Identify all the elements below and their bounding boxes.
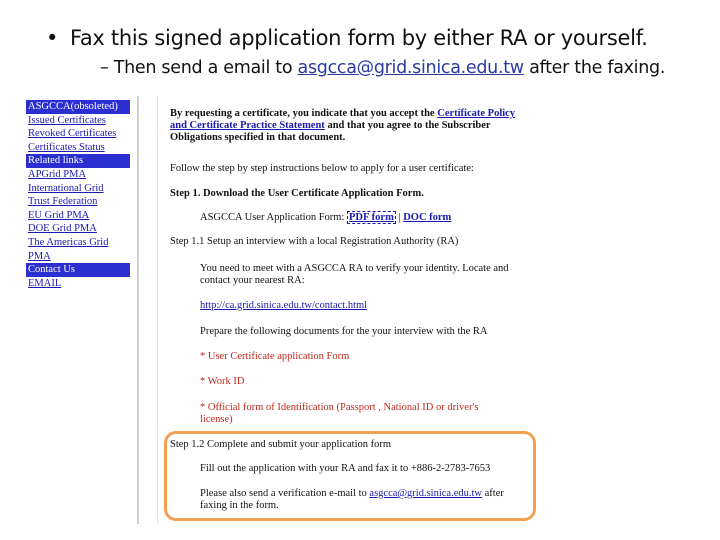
embedded-webpage-screenshot	[26, 96, 606, 526]
sidebar-item-contact-us: Contact Us	[26, 263, 130, 277]
intro-text: and that you agree to the Subscriber	[324, 120, 491, 131]
sidebar-item-related-links: Related links	[26, 154, 130, 168]
sidebar-item-doe-grid-pma[interactable]: DOE Grid PMA	[28, 223, 97, 235]
meet-text: contact your nearest RA:	[200, 275, 305, 286]
highlight-box	[164, 431, 536, 521]
follow-text: Follow the step by step instructions below to apply for a user certificate:	[170, 163, 474, 174]
doc-item-identification	[200, 402, 600, 426]
step-1-heading: Step 1. Download the User Certificate Application Form.	[170, 188, 424, 199]
divider	[157, 96, 158, 524]
sidebar-item-americas-grid[interactable]: The Americas Grid	[28, 236, 109, 248]
meet-paragraph	[200, 263, 600, 287]
sidebar-item-international-grid[interactable]: International Grid	[28, 182, 104, 194]
slide-bullet-2	[100, 58, 665, 78]
cps-link[interactable]: and Certificate Practice Statement	[170, 120, 325, 131]
doc-item-work-id: * Work ID	[200, 376, 245, 387]
meet-text: You need to meet with a ASGCCA RA to verify your identity. Locate and	[200, 263, 509, 274]
intro-paragraph	[170, 108, 600, 144]
bullet-1-text: Fax this signed application form by either RA or yourself.	[70, 26, 648, 50]
certificate-policy-link[interactable]: Certificate Policy	[437, 108, 516, 119]
verify-text: after	[482, 488, 504, 499]
sidebar-item-apgrid-pma[interactable]: APGrid PMA	[28, 168, 87, 180]
bullet-2-text-pre: Then send a email to	[113, 58, 298, 78]
sidebar-item-trust-federation[interactable]: Trust Federation	[28, 196, 98, 208]
sidebar-item-asgcca[interactable]: ASGCCA(obsoleted)	[26, 100, 130, 114]
doc-item-application-form: * User Certificate application Form	[200, 351, 350, 362]
verify-text: Please also send a verification e-mail to	[200, 488, 370, 499]
pdf-form-link[interactable]: PDF form	[349, 212, 394, 223]
bullet-2-text-post: after the faxing.	[523, 58, 666, 78]
prepare-text: Prepare the following documents for the your interview with the RA	[200, 326, 488, 337]
application-form-line	[200, 212, 600, 224]
contact-url-link[interactable]: http://ca.grid.sinica.edu.tw/contact.html	[200, 300, 368, 311]
form-label: ASGCCA User Application Form:	[200, 212, 348, 223]
sidebar-nav	[26, 100, 130, 290]
sidebar-item-issued-certificates[interactable]: Issued Certificates	[28, 114, 106, 126]
divider	[137, 96, 139, 524]
sidebar-item-certificates-status[interactable]: Certificates Status	[28, 141, 105, 153]
slide-bullet-1	[46, 26, 648, 50]
sidebar-item-pma[interactable]: PMA	[28, 250, 51, 262]
fill-fax-text: Fill out the application with your RA and fax it to +886-2-2783-7653	[200, 463, 491, 474]
separator: |	[395, 212, 404, 223]
doc-item-text: * Official form of Identification (Passport , National ID or driver's	[200, 402, 479, 413]
sidebar-item-eu-grid-pma[interactable]: EU Grid PMA	[28, 209, 90, 221]
sub-bullet-marker: –	[100, 58, 109, 78]
intro-text: Obligations specified in that document.	[170, 132, 346, 143]
doc-item-text: license)	[200, 414, 233, 425]
sidebar-item-revoked-certificates[interactable]: Revoked Certificates	[28, 128, 117, 140]
doc-form-link[interactable]: DOC form	[403, 212, 452, 223]
step-1-1-heading: Step 1.1 Setup an interview with a local Registration Authority (RA)	[170, 236, 459, 247]
bullet-marker: •	[46, 26, 59, 50]
intro-text: By requesting a certificate, you indicate that you accept the	[170, 108, 438, 119]
verify-text: faxing in the form.	[200, 500, 279, 511]
verify-email-link[interactable]: asgcca@grid.sinica.edu.tw	[369, 488, 482, 499]
contact-url-line	[200, 300, 600, 312]
sidebar-item-email[interactable]: EMAIL	[28, 277, 62, 289]
step-1-2-heading: Step 1.2 Complete and submit your application form	[170, 439, 392, 450]
email-link[interactable]: asgcca@grid.sinica.edu.tw	[297, 58, 524, 78]
